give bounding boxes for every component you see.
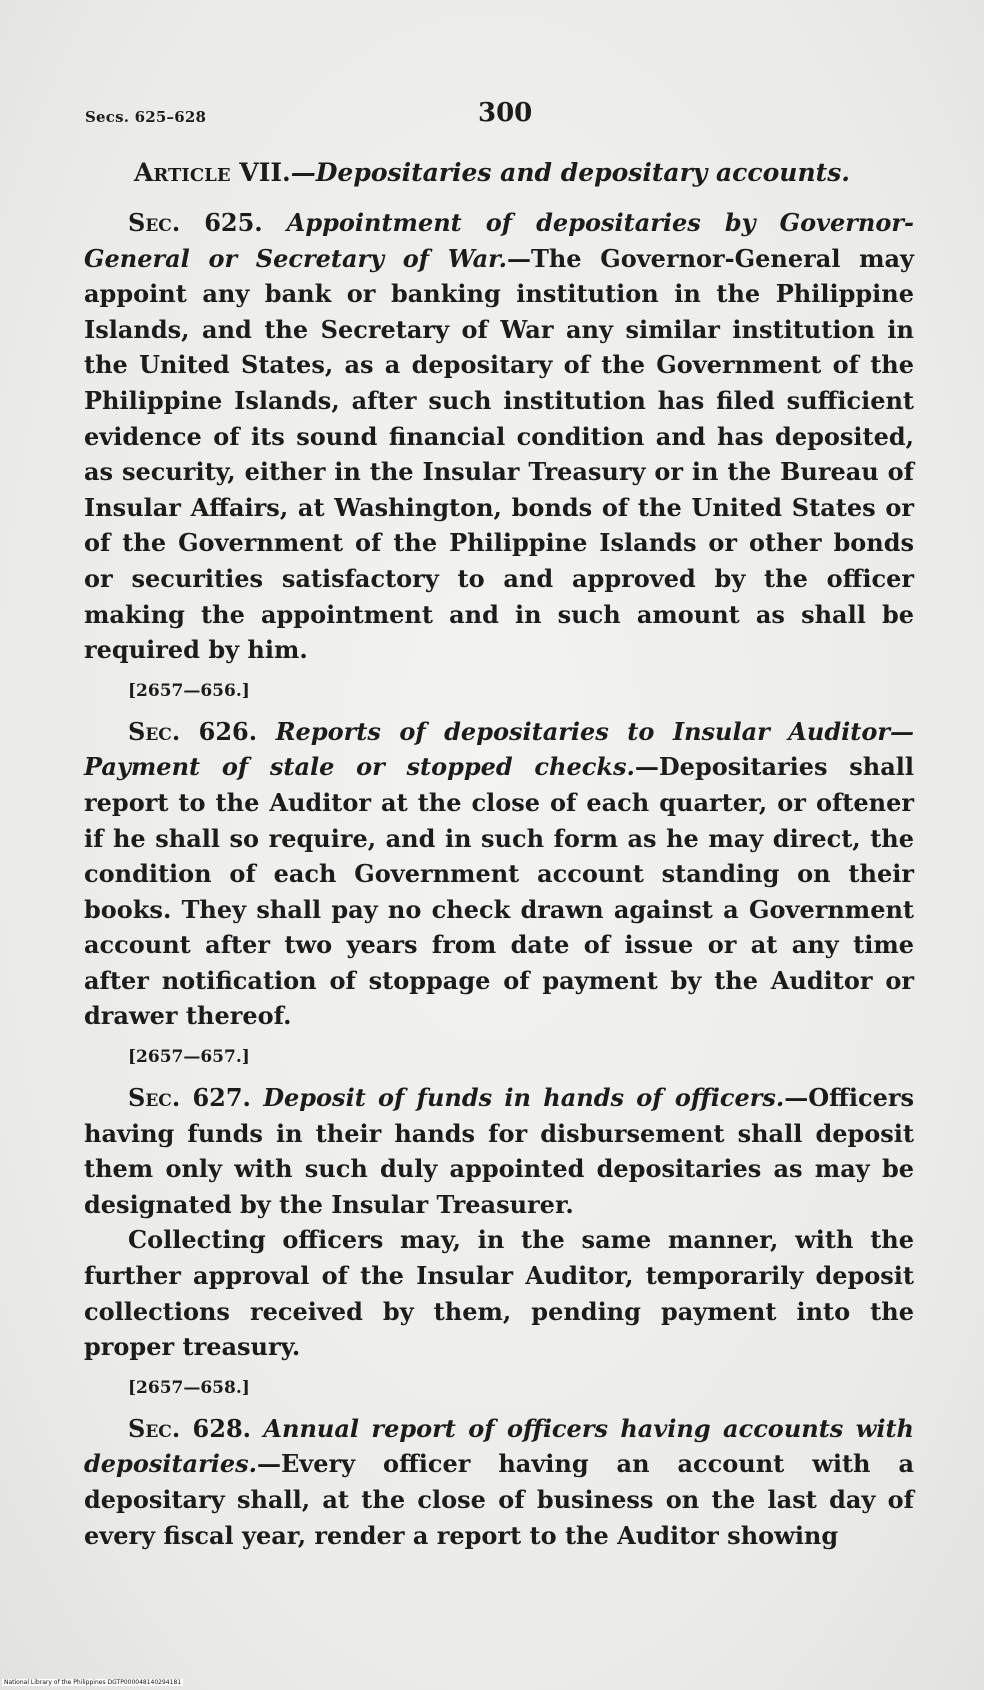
section-body: —Officers having funds in their hands for disbursement shall deposit them only with such duly appointed depositaries as may be designated by the Insular Treasurer. — [84, 1083, 915, 1219]
scan-credit: National Library of the Philippines DGTP000048140294181 — [4, 1679, 182, 1686]
section-body: —Depositaries shall report to the Auditor at the close of each quarter, or oftener if he shall so require, and in such form as he may direct, the condition of each Government account standing on their books. They shall pay no check drawn against a Government account after two years from date of issue or at any time after notification of stoppage of payment by the Auditor or drawer thereof. — [84, 752, 914, 1031]
section-number: Sec. 626. — [128, 716, 258, 746]
article-title: —Depositaries and depositary accounts. — [290, 158, 850, 187]
article-label: Article VII. — [134, 158, 291, 187]
section-title: Deposit of funds in hands of officers. — [263, 1083, 785, 1113]
page-number: 300 — [478, 98, 533, 128]
section-number: Sec. 627. — [128, 1083, 251, 1113]
section-title: Appointment of depositaries by Governor-General or Secretary of War. — [84, 208, 914, 273]
section-625 — [84, 205, 914, 668]
article-heading — [0, 158, 984, 187]
page-header — [0, 98, 984, 138]
body-text — [84, 205, 914, 1553]
section-number: Sec. 628. — [128, 1413, 252, 1443]
section-title: Reports of depositaries to Insular Auditor—Payment of stale or stopped checks. — [84, 716, 914, 782]
section-627-paragraph-2: Collecting officers may, in the same manner, with the further approval of the Insular Auditor, temporarily deposit collections received by them, pending payment into the proper treasury. — [84, 1225, 914, 1362]
section-628 — [84, 1411, 914, 1553]
section-626 — [84, 714, 914, 1034]
header-sections: Secs. 625–628 — [85, 108, 207, 126]
section-627 — [84, 1080, 914, 1222]
section-body: —The Governor-General may appoint any bank or banking institution in the Philippine Islands, and the Secretary of War any similar institution in the United States, as a depositary of the Government of the Philippine Islands, after such institution has filed sufficient evidence of its sound financial condition and has deposited, as security, either in the Insular Treasury or in the Bureau of Insular Affairs, at Washington, bonds of the United States or of the Government of the Philippine Islands or other bonds or securities satisfactory to and approved by the officer making the appointment and in such amount as shall be required by him. — [84, 243, 914, 665]
section-number: Sec. 625. — [128, 208, 263, 237]
source-citation: [2657—656.] — [128, 680, 250, 701]
section-body: —Every officer having an account with a depositary shall, at the close of business on the last day of every fiscal year, render a report to the Auditor showing — [84, 1449, 914, 1550]
source-citation: [2657—658.] — [128, 1377, 250, 1398]
source-citation: [2657—657.] — [128, 1047, 250, 1068]
section-title: Annual report of officers having accounts with depositaries. — [84, 1413, 915, 1479]
